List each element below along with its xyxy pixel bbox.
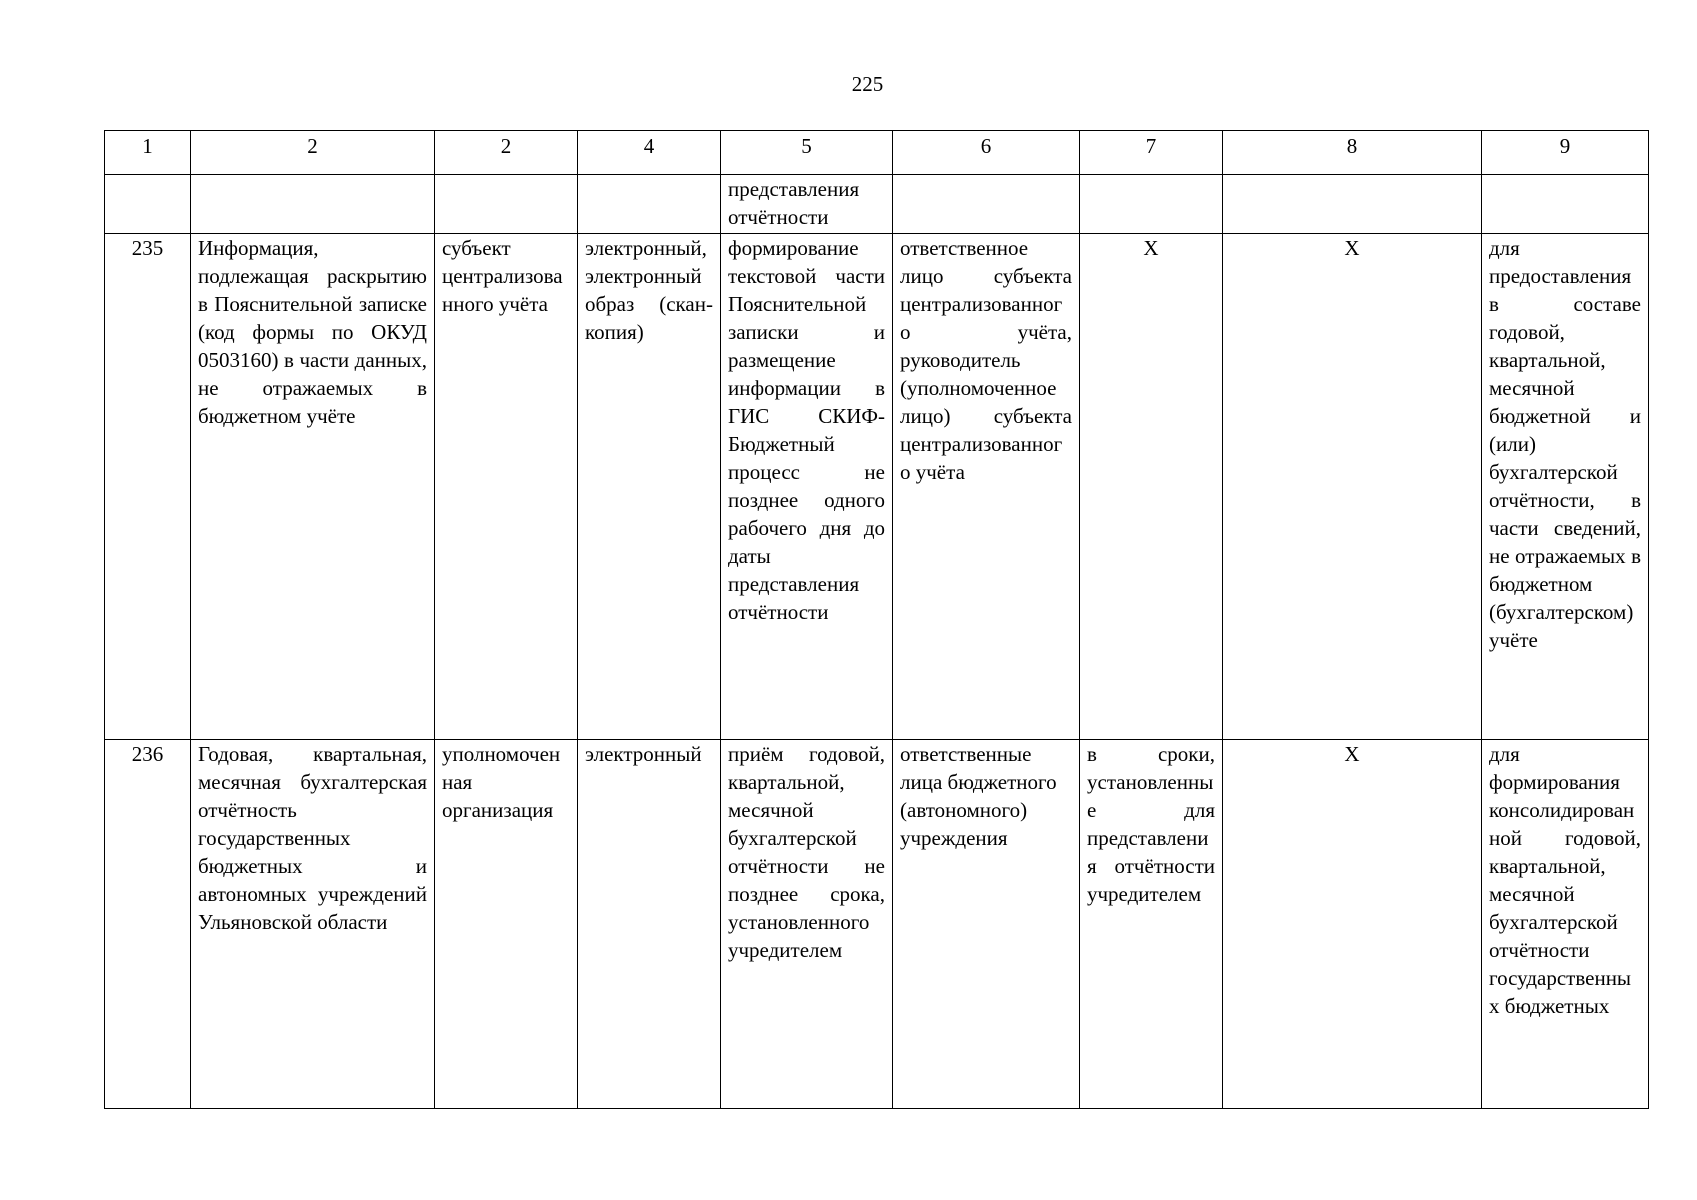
responsible-cell [435,175,578,234]
purpose-cell: для предоставления в составе годовой, квартальной, месячной бюджетной и (или) бухгалтерской отчётности, в части сведений, не отражаемых в бюджетном (бухгалтерском) учёте [1482,234,1649,740]
document-name-cell [191,175,435,234]
document-name-cell: Информация, подлежащая раскрытию в Пояснительной записке (код формы по ОКУД 0503160) в части данных, не отражаемых в бюджетном учёте [191,234,435,740]
column-number: 2 [191,131,435,175]
purpose-cell: для формирования консолидированной годовой, квартальной, месячной бухгалтерской отчётности государственных бюджетных [1482,740,1649,1109]
column-number: 4 [578,131,721,175]
recipient-cell: Х [1223,234,1482,740]
recipient-cell [1223,175,1482,234]
row-number-cell [105,175,191,234]
column-number: 7 [1080,131,1223,175]
column-number: 2 [435,131,578,175]
column-number: 8 [1223,131,1482,175]
purpose-cell [1482,175,1649,234]
column-number: 1 [105,131,191,175]
format-cell [578,175,721,234]
column-number: 6 [893,131,1080,175]
continuation-row [105,175,1649,234]
format-cell: электронный [578,740,721,1109]
table-row [105,740,1649,1109]
column-number: 5 [721,131,893,175]
row-number-cell: 235 [105,234,191,740]
document-table [104,130,1649,1109]
table-row [105,234,1649,740]
deadline-cell: представления отчётности [721,175,893,234]
row-number-cell: 236 [105,740,191,1109]
format-cell: электронный, электронный образ (скан-копия) [578,234,721,740]
transfer-term-cell [1080,175,1223,234]
signer-cell [893,175,1080,234]
page-number: 225 [851,72,884,96]
signer-cell: ответственные лица бюджетного (автономного) учреждения [893,740,1080,1109]
recipient-cell: Х [1223,740,1482,1109]
deadline-cell: приём годовой, квартальной, месячной бухгалтерской отчётности не позднее срока, установленного учредителем [721,740,893,1109]
column-number: 9 [1482,131,1649,175]
deadline-cell: формирование текстовой части Пояснительной записки и размещение информации в ГИС СКИФ-Бюджетный процесс не позднее одного рабочего дня до даты представления отчётности [721,234,893,740]
transfer-term-cell: Х [1080,234,1223,740]
document-name-cell: Годовая, квартальная, месячная бухгалтерская отчётность государственных бюджетных и автономных учреждений Ульяновской области [191,740,435,1109]
column-number-row [105,131,1649,175]
responsible-cell: уполномоченная организация [435,740,578,1109]
transfer-term-cell: в сроки, установленные для представления отчётности учредителем [1080,740,1223,1109]
responsible-cell: субъект централизованного учёта [435,234,578,740]
signer-cell: ответственное лицо субъекта централизованного учёта, руководитель (уполномоченное лицо) субъекта централизованного учёта [893,234,1080,740]
